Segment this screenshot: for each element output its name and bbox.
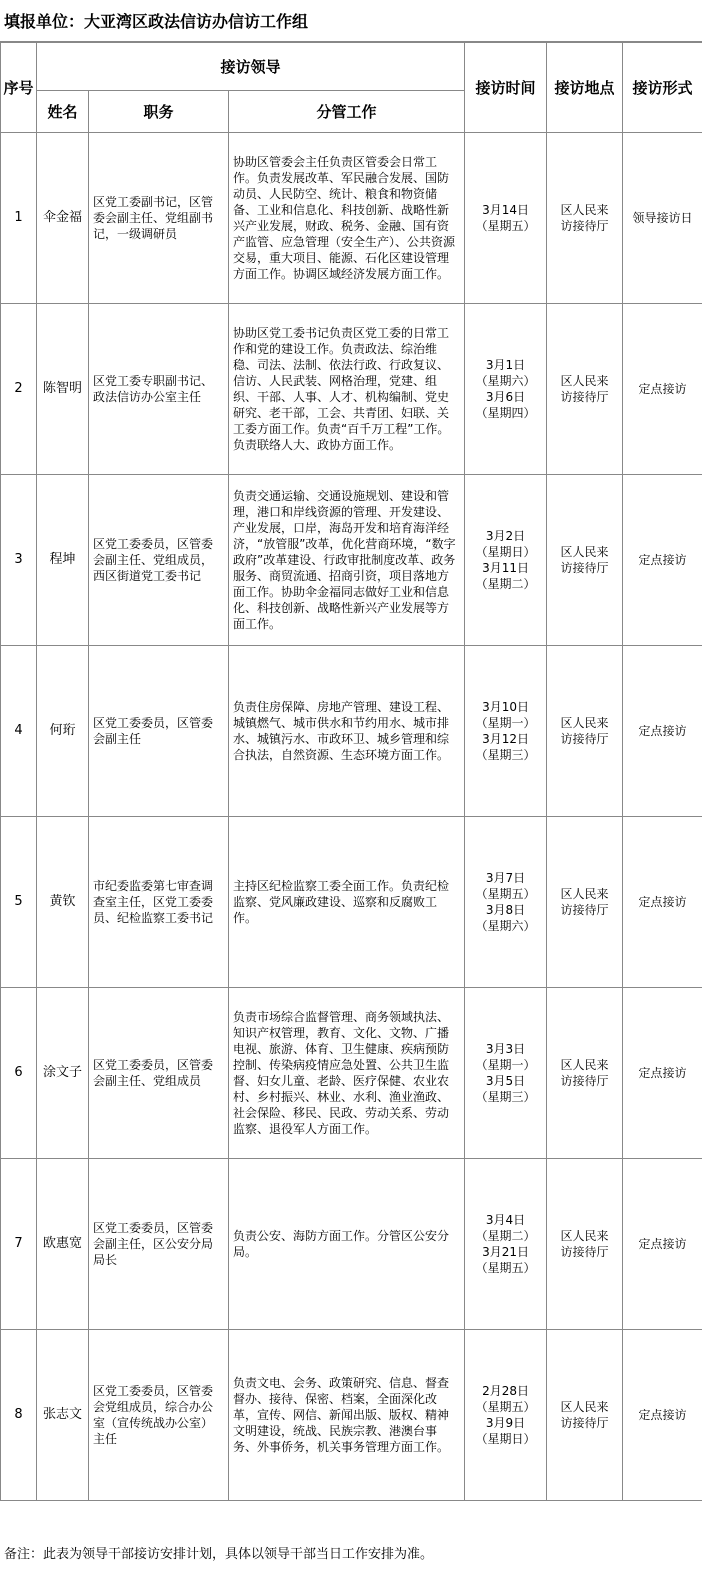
reception-place: 区人民来访接待厅: [547, 475, 623, 646]
leader-name: 欧惠宽: [37, 1159, 89, 1330]
table-row: [1, 475, 702, 646]
leader-duties: 主持区纪检监察工委全面工作。负责纪检监察、党风廉政建设、巡察和反腐败工作。: [229, 817, 465, 988]
reception-time: 3月1日 （星期六） 3月6日 （星期四）: [465, 304, 547, 475]
leader-position: 区党工委副书记，区管委会副主任、党组副书记，一级调研员: [89, 133, 229, 304]
reception-form: 定点接访: [623, 1330, 702, 1501]
table-row: [1, 304, 702, 475]
leader-position: 区党工委委员，区管委会党组成员，综合办公室（宣传统战办公室）主任: [89, 1330, 229, 1501]
table-row: [1, 646, 702, 817]
table-row: [1, 133, 702, 304]
leader-duties: 负责文电、会务、政策研究、信息、督查督办、接待、保密、档案，全面深化改革，宣传、网信、新闻出版、版权、精神文明建设，统战、民族宗教、港澳台事务、外事侨务，机关事务管理方面工作。: [229, 1330, 465, 1501]
leader-name: 伞金福: [37, 133, 89, 304]
reception-schedule-table: [0, 42, 702, 1501]
leader-name: 黄钦: [37, 817, 89, 988]
reception-place: 区人民来访接待厅: [547, 817, 623, 988]
leader-position: 市纪委监委第七审查调查室主任，区党工委委员、纪检监察工委书记: [89, 817, 229, 988]
reception-time: 2月28日 （星期五） 3月9日 （星期日）: [465, 1330, 547, 1501]
reception-form: 定点接访: [623, 475, 702, 646]
table-row: [1, 988, 702, 1159]
table-row: [1, 1159, 702, 1330]
reception-time: 3月10日 （星期一） 3月12日 （星期三）: [465, 646, 547, 817]
leader-duties: 负责公安、海防方面工作。分管区公安分局。: [229, 1159, 465, 1330]
reception-time: 3月4日 （星期二） 3月21日 （星期五）: [465, 1159, 547, 1330]
leader-name: 程坤: [37, 475, 89, 646]
header-time: 接访时间: [465, 43, 547, 133]
leader-position: 区党工委委员，区管委会副主任、党组成员，西区街道党工委书记: [89, 475, 229, 646]
reception-form: 定点接访: [623, 304, 702, 475]
header-duties: 分管工作: [229, 91, 465, 133]
reception-form: 定点接访: [623, 817, 702, 988]
leader-duties: 负责市场综合监督管理、商务领域执法、知识产权管理，教育、文化、文物、广播电视、旅游、体育、卫生健康、疾病预防控制、传染病疫情应急处置、公共卫生监督、妇女儿童、老龄、医疗保健、农业农村、乡村振兴、林业、水利、渔业渔政、社会保险、移民、民政、劳动关系、劳动监察、退役军人方面工作。: [229, 988, 465, 1159]
reception-place: 区人民来访接待厅: [547, 304, 623, 475]
reception-form: 定点接访: [623, 988, 702, 1159]
reception-time: 3月7日 （星期五） 3月8日 （星期六）: [465, 817, 547, 988]
header-name: 姓名: [37, 91, 89, 133]
leader-duties: 协助区党工委书记负责区党工委的日常工作和党的建设工作。负责政法、综治维稳、司法、法制、依法行政、行政复议、信访、人民武装、网格治理，党建、组织、干部、人事、人才、机构编制、党史研究、老干部，工会、共青团、妇联、关工委方面工作。负责“百千万工程”工作。负责联络人大、政协方面工作。: [229, 304, 465, 475]
row-index: 7: [1, 1159, 37, 1330]
header-position: 职务: [89, 91, 229, 133]
leader-position: 区党工委专职副书记、政法信访办公室主任: [89, 304, 229, 475]
leader-duties: 负责交通运输、交通设施规划、建设和管理，港口和岸线资源的管理、开发建设、产业发展，口岸，海岛开发和培育海洋经济，“放管服”改革，优化营商环境，“数字政府”改革建设、行政审批制度改革、政务服务、商贸流通、招商引资，项目落地方面工作。协助伞金福同志做好工业和信息化、科技创新、战略性新兴产业发展等方面工作。: [229, 475, 465, 646]
leader-duties: 协助区管委会主任负责区管委会日常工作。负责发展改革、军民融合发展、国防动员、人民防空、统计、粮食和物资储备、工业和信息化、科技创新、战略性新兴产业发展，财政、税务、金融、国有资产监管、应急管理（安全生产）、公共资源交易，重大项目、能源、石化区建设管理方面工作。协调区域经济发展方面工作。: [229, 133, 465, 304]
header-index: 序号: [1, 43, 37, 133]
table-row: [1, 817, 702, 988]
reception-time: 3月14日 （星期五）: [465, 133, 547, 304]
row-index: 4: [1, 646, 37, 817]
header-form: 接访形式: [623, 43, 702, 133]
reception-form: 定点接访: [623, 1159, 702, 1330]
footer-note: 备注：此表为领导干部接访安排计划，具体以领导干部当日工作安排为准。: [4, 1546, 434, 1562]
leader-name: 陈智明: [37, 304, 89, 475]
leader-name: 何珩: [37, 646, 89, 817]
leader-duties: 负责住房保障、房地产管理、建设工程、城镇燃气、城市供水和节约用水、城市排水、城镇污水、市政环卫、城乡管理和综合执法，自然资源、生态环境方面工作。: [229, 646, 465, 817]
leader-position: 区党工委委员，区管委会副主任，区公安分局局长: [89, 1159, 229, 1330]
leader-position: 区党工委委员，区管委会副主任、党组成员: [89, 988, 229, 1159]
reception-time: 3月3日 （星期一） 3月5日 （星期三）: [465, 988, 547, 1159]
leader-position: 区党工委委员，区管委会副主任: [89, 646, 229, 817]
row-index: 2: [1, 304, 37, 475]
row-index: 1: [1, 133, 37, 304]
reception-time: 3月2日 （星期日） 3月11日 （星期二）: [465, 475, 547, 646]
reception-place: 区人民来访接待厅: [547, 1330, 623, 1501]
reception-place: 区人民来访接待厅: [547, 646, 623, 817]
page-title: 填报单位：大亚湾区政法信访办信访工作组: [0, 0, 702, 42]
row-index: 5: [1, 817, 37, 988]
table-body: [1, 133, 702, 1501]
header-leader-group: 接访领导: [37, 43, 465, 91]
reception-place: 区人民来访接待厅: [547, 133, 623, 304]
leader-name: 张志文: [37, 1330, 89, 1501]
reception-form: 领导接访日: [623, 133, 702, 304]
table-row: [1, 1330, 702, 1501]
header-place: 接访地点: [547, 43, 623, 133]
leader-name: 涂文子: [37, 988, 89, 1159]
row-index: 6: [1, 988, 37, 1159]
reception-form: 定点接访: [623, 646, 702, 817]
row-index: 8: [1, 1330, 37, 1501]
row-index: 3: [1, 475, 37, 646]
reception-place: 区人民来访接待厅: [547, 988, 623, 1159]
reception-place: 区人民来访接待厅: [547, 1159, 623, 1330]
